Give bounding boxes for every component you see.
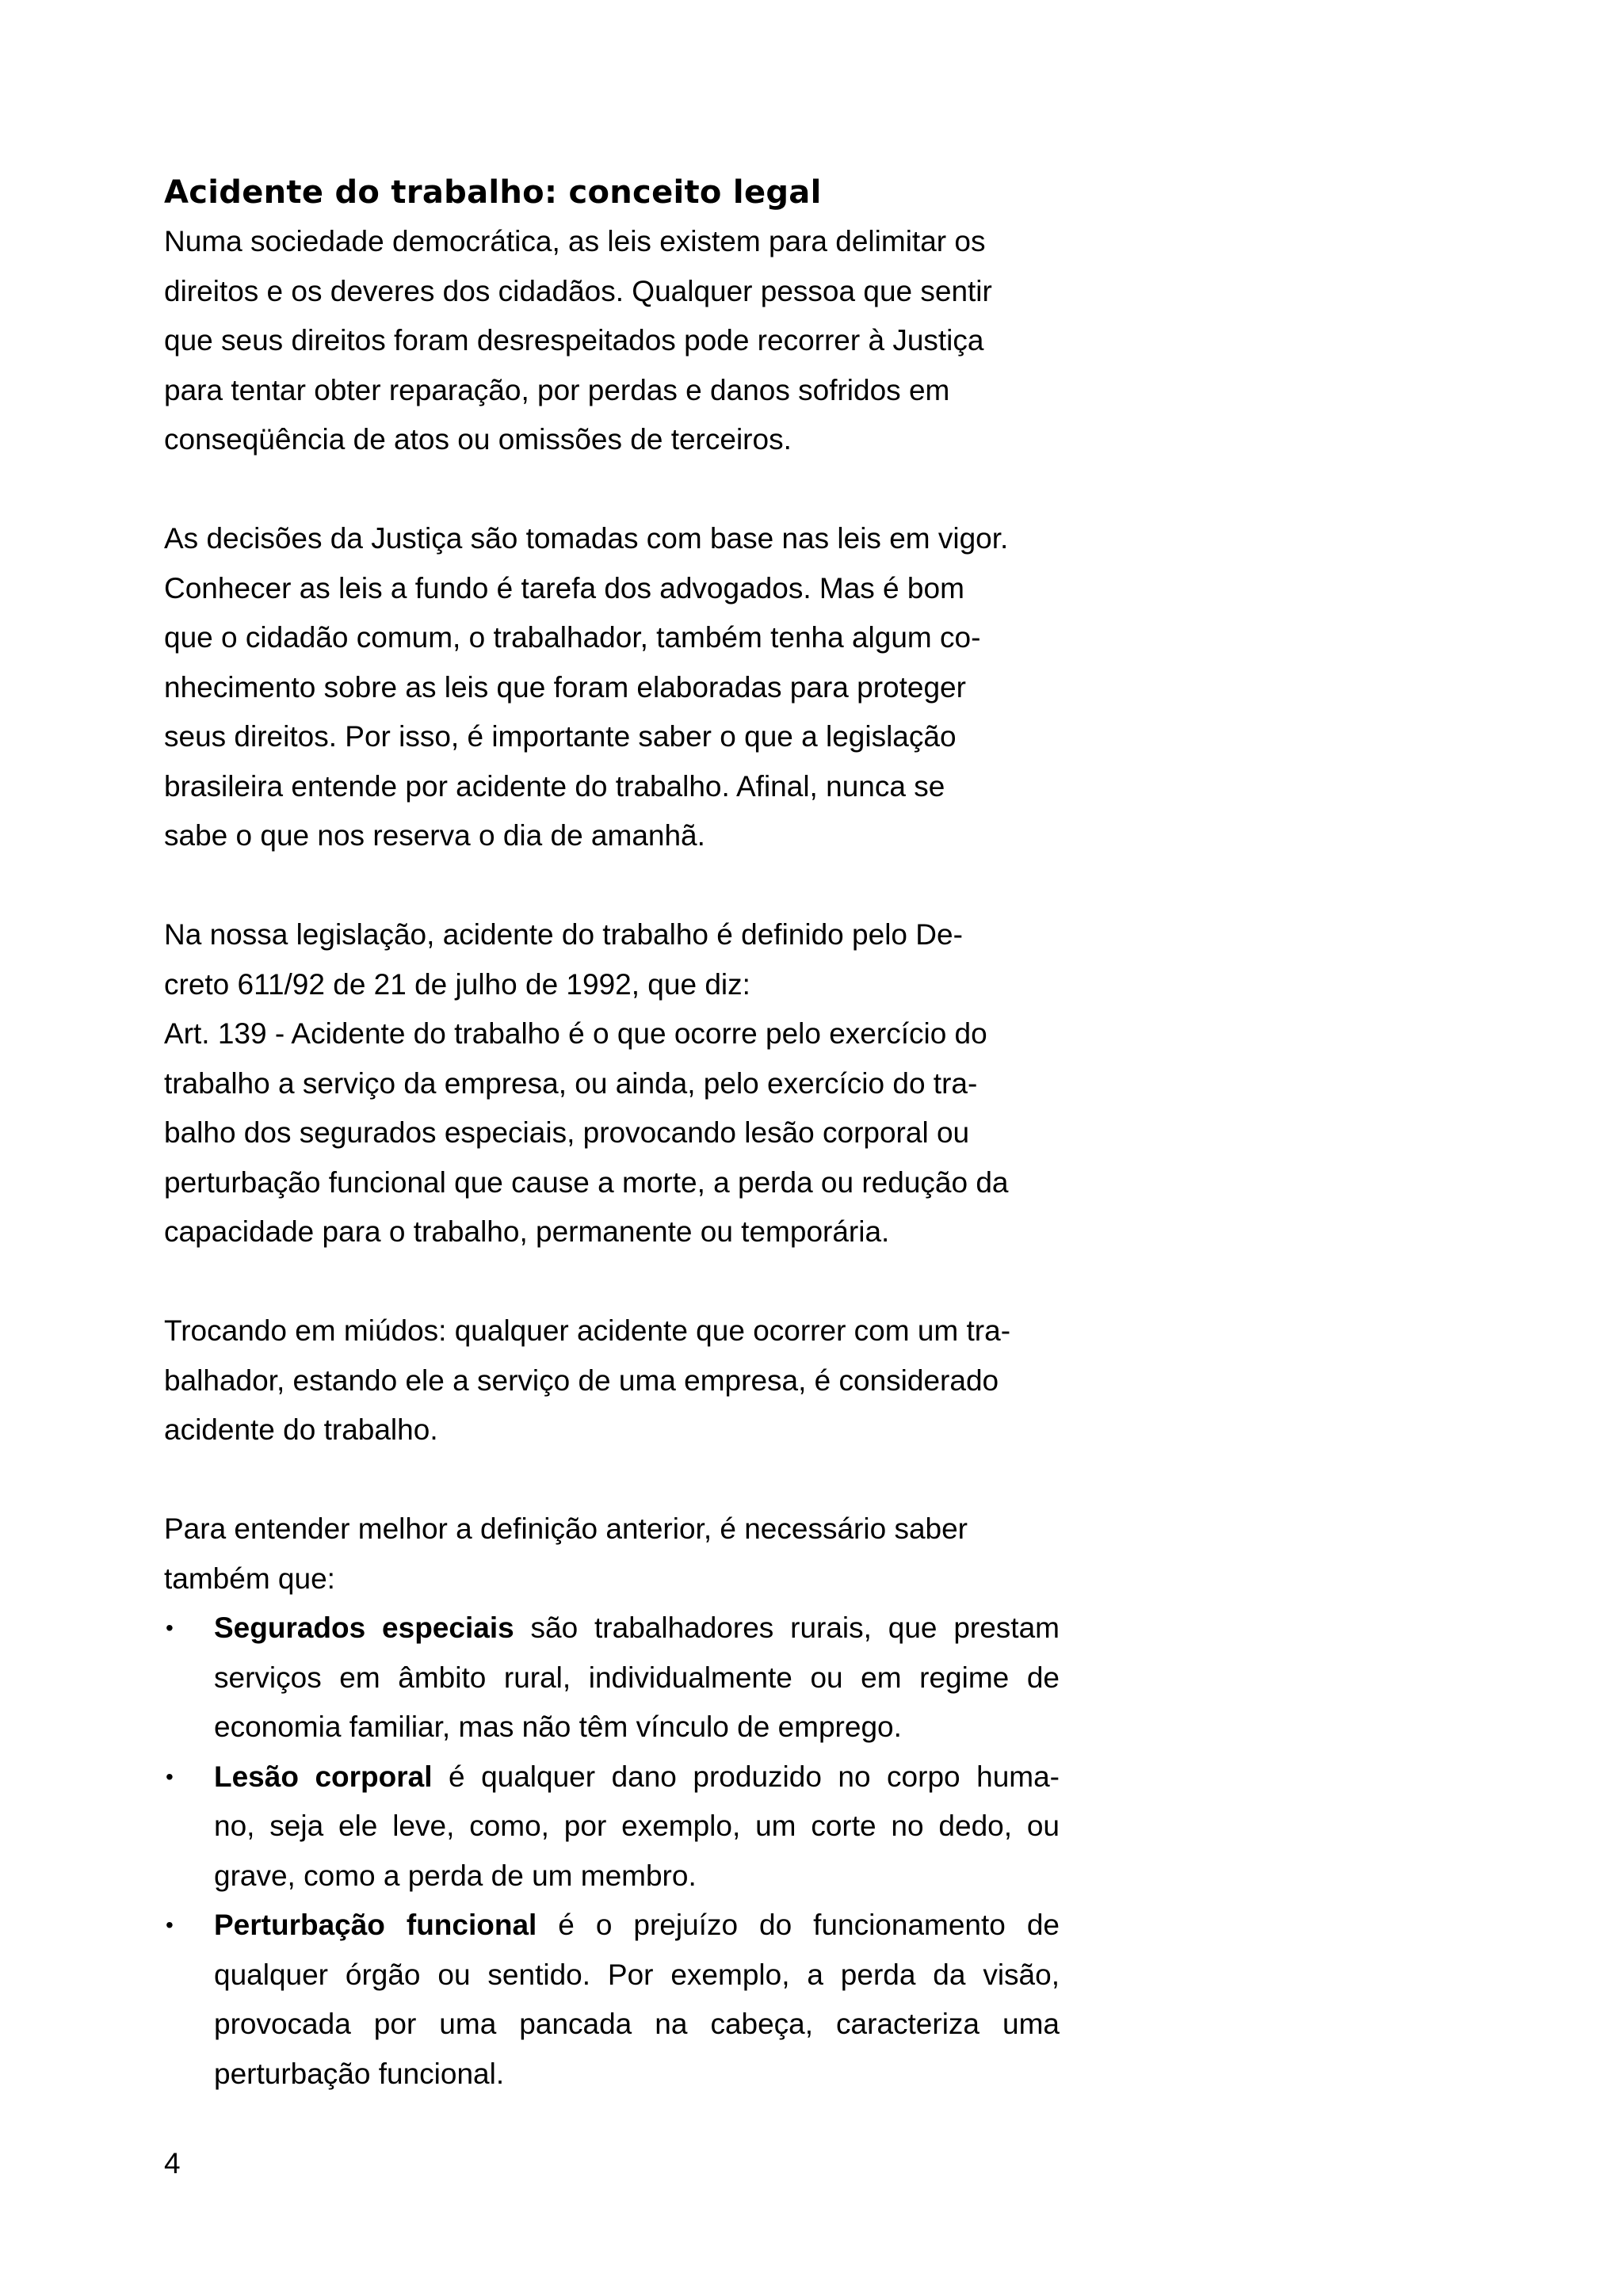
- definition-item-lesao-corporal: [164, 1753, 1060, 1901]
- text-line: Numa sociedade democrática, as leis existem para delimitar os: [164, 225, 986, 257]
- text-line: creto 611/92 de 21 de julho de 1992, que diz:: [164, 967, 750, 1001]
- text-line: que seus direitos foram desrespeitados pode recorrer à Justiça: [164, 324, 984, 357]
- paragraph-definitions-intro: [164, 1505, 1060, 1604]
- bullet-icon: •: [166, 1764, 174, 1789]
- text-line: balhador, estando ele a serviço de uma empresa, é considerado: [164, 1363, 999, 1397]
- definition-term: Perturbação funcional: [214, 1909, 537, 1941]
- paragraph-intro: [164, 217, 1060, 465]
- definition-line: qualquer órgão ou sentido. Por exemplo, a perda da visão,: [214, 1958, 1060, 1991]
- text-line: Para entender melhor a definição anterior, é necessário saber: [164, 1512, 968, 1545]
- text-line: seus direitos. Por isso, é importante saber o que a legislação: [164, 720, 957, 753]
- paragraph-summary: [164, 1306, 1060, 1455]
- text-line: Na nossa legislação, acidente do trabalho é definido pelo De-: [164, 918, 963, 951]
- definition-term: Segurados especiais: [214, 1611, 514, 1644]
- definition-text: é o prejuízo do funcionamento de: [537, 1909, 1060, 1941]
- text-line: balho dos segurados especiais, provocando lesão corporal ou: [164, 1116, 970, 1149]
- text-line: para tentar obter reparação, por perdas e danos sofridos em: [164, 373, 950, 406]
- paragraph-legislation: [164, 910, 1060, 1257]
- text-line: conseqüência de atos ou omissões de terceiros.: [164, 423, 792, 456]
- definition-line: provocada por uma pancada na cabeça, caracteriza uma: [214, 2008, 1060, 2040]
- definition-item-segurados-especiais: [164, 1604, 1060, 1753]
- text-line: perturbação funcional que cause a morte, a perda ou redução da: [164, 1165, 1009, 1199]
- definition-line: serviços em âmbito rural, individualmente ou em regime de: [214, 1661, 1060, 1694]
- page-title: Acidente do trabalho: conceito legal: [164, 174, 822, 211]
- definition-term: Lesão corporal: [214, 1760, 433, 1793]
- paragraph-spacer: [164, 1257, 1060, 1307]
- definition-line: economia familiar, mas não têm vínculo de emprego.: [214, 1711, 902, 1743]
- definitions-list: [164, 1604, 1060, 2099]
- text-line: sabe o que nos reserva o dia de amanhã.: [164, 819, 705, 852]
- text-line: direitos e os deveres dos cidadãos. Qualquer pessoa que sentir: [164, 274, 992, 307]
- definition-text: é qualquer dano produzido no corpo huma-: [432, 1760, 1060, 1793]
- definition-line: [214, 1901, 1060, 1951]
- definition-line: [214, 1604, 1060, 1653]
- text-line: que o cidadão comum, o trabalhador, também tenha algum co-: [164, 621, 981, 654]
- text-line: capacidade para o trabalho, permanente ou temporária.: [164, 1215, 890, 1248]
- bullet-icon: •: [166, 1913, 174, 1937]
- definition-line: perturbação funcional.: [214, 2057, 505, 2090]
- text-line: Conhecer as leis a fundo é tarefa dos advogados. Mas é bom: [164, 571, 964, 605]
- definition-item-perturbacao-funcional: [164, 1901, 1060, 2099]
- page-content: [164, 168, 1060, 2099]
- paragraph-spacer: [164, 1455, 1060, 1505]
- definition-line: no, seja ele leve, como, por exemplo, um corte no dedo, ou: [214, 1810, 1060, 1842]
- text-line: Trocando em miúdos: qualquer acidente que ocorrer com um tra-: [164, 1314, 1011, 1347]
- definition-line: grave, como a perda de um membro.: [214, 1859, 697, 1892]
- definition-text: são trabalhadores rurais, que prestam: [514, 1611, 1060, 1644]
- text-line: As decisões da Justiça são tomadas com base nas leis em vigor.: [164, 522, 1009, 555]
- text-line: Art. 139 - Acidente do trabalho é o que ocorre pelo exercício do: [164, 1017, 987, 1050]
- paragraph-spacer: [164, 465, 1060, 515]
- text-line: nhecimento sobre as leis que foram elaboradas para proteger: [164, 670, 966, 704]
- bullet-icon: •: [166, 1615, 174, 1640]
- paragraph-spacer: [164, 861, 1060, 911]
- text-line: também que:: [164, 1562, 335, 1595]
- page-number: 4: [164, 2147, 181, 2180]
- text-line: trabalho a serviço da empresa, ou ainda, pelo exercício do tra-: [164, 1066, 978, 1100]
- definition-line: [214, 1753, 1060, 1802]
- text-line: brasileira entende por acidente do trabalho. Afinal, nunca se: [164, 769, 945, 803]
- paragraph-justice: [164, 514, 1060, 861]
- text-line: acidente do trabalho.: [164, 1413, 438, 1446]
